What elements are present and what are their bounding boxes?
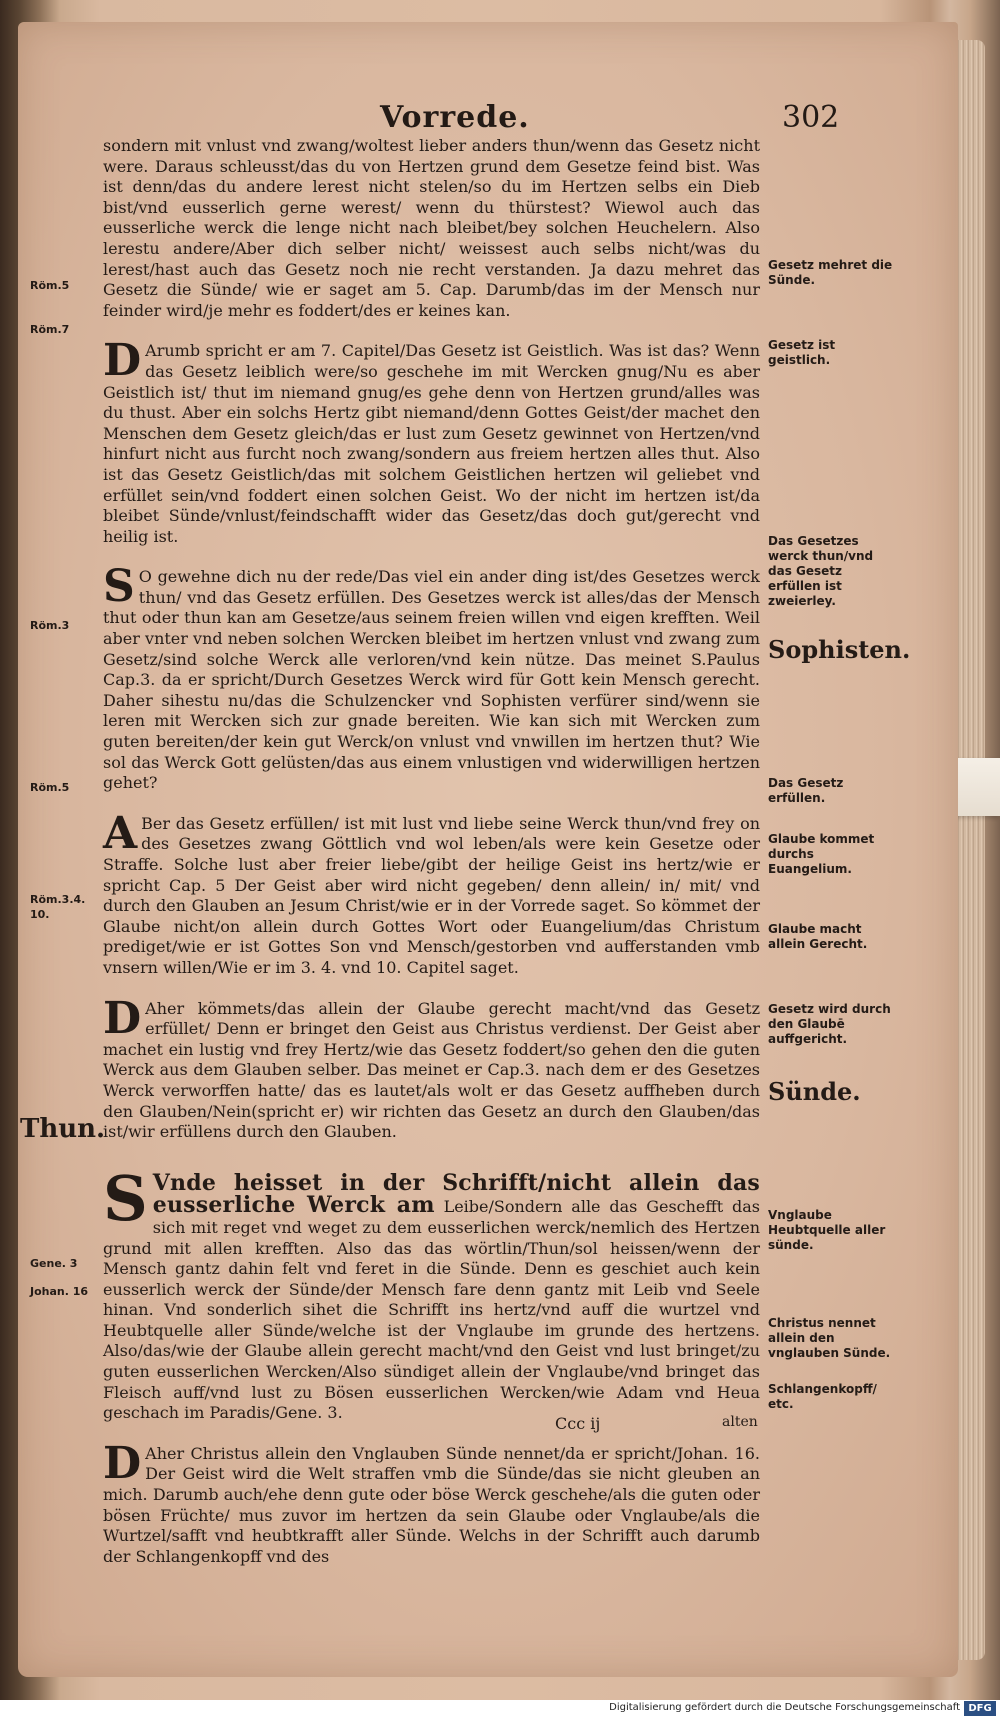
paragraph-4 — [103, 807, 760, 979]
margin-note-right-large: Sünde. — [768, 1077, 861, 1106]
paragraph-text: Aher Christus allein den Vnglauben Sünde nennet/da er spricht/Johan. 16. Der Geist wird die Welt straffen vmb die Sünde/das sie nicht gleuben an mich. Darumb auch/ehe denn gute oder böse Werck geschehe/als die guten oder bösen Früchte/ mus zuvor im hertzen da sein Glaube oder Vnglaube/als die Wurtzel/safft vnd heubtkrafft aller Sünde. Welchs in der Schrifft auch darumb der Schlangenkopff vnd des — [103, 1443, 760, 1566]
margin-note-right: Gesetz mehret die Sünde. — [768, 258, 893, 287]
margin-note-left: Johan. 16 — [30, 1285, 89, 1298]
paragraph-5 — [103, 992, 760, 1143]
initial-letter: D — [103, 1437, 142, 1489]
margin-note-right: Vnglaube Heubtquelle aller sünde. — [768, 1208, 886, 1252]
running-title: Vorrede. — [380, 100, 530, 135]
paragraph-text: Aher kömmets/das allein der Glaube gerecht macht/vnd das Gesetz erfüllet/ Denn er bringet den Geist aus Christus verdienst. Der Geist aber machet ein lustig vnd frey Hertz/wie das Gesetz foddert/so gehen den die guten Werck aus dem Glauben selber. Das meinet er Cap.3. nach dem er des Gesetzes Werck verworffen hatte/ das es lautet/als wolt er das Gesetz auffheben durch den Glauben/Nein(spricht er) wir richten das Gesetz an durch den Glauben/das ist/wir erfüllens durch den Glauben. — [103, 998, 760, 1142]
margin-note-left: Röm.5 — [30, 781, 70, 794]
margin-note-left-large: Thun. — [20, 1114, 106, 1144]
initial-letter: A — [103, 807, 138, 859]
paragraph-text: Arumb spricht er am 7. Capitel/Das Gesetz ist Geistlich. Was ist das? Wenn das Gesetz leiblich were/so geschehe im mit Wercken gnug/Nu es aber Geistlich ist/ thut im niemand gnug/es gehe denn von Hertzen grund/alles was du thust. Aber ein solchs Hertz gibt niemand/denn Gottes Geist/der machet den Menschen dem Gesetz gleich/das er lust zum Gesetz gewinnet von Hertzen/vnd hinfurt nicht aus furcht noch zwang/sondern aus freiem hertzen alles thut. Also ist das Gesetz Geistlich/das mit solchem Geistlichen hertzen wil geliebet vnd erfüllet sein/vnd foddert einen solchen Geist. Wo der nicht im hertzen ist/da bleibet Sünde/vnlust/feindschafft wider das Gesetz/das doch gut/gerecht vnd heilig ist. — [103, 341, 760, 546]
digitization-footer — [0, 1700, 1000, 1719]
paragraph-3 — [103, 561, 760, 794]
margin-note-left: Röm.3.4. 10. — [30, 893, 86, 921]
margin-note-left: Röm.5 — [30, 279, 70, 292]
margin-note-right: Das Gesetz erfüllen. — [768, 776, 844, 805]
folio-number: 302 — [782, 100, 840, 135]
margin-note-right: Das Gesetzes werck thun/vnd das Gesetz erfüllen ist zweierley. — [768, 534, 874, 608]
paragraph-lead-line: Vnde heisset in der Schrifft/nicht allein das eusserliche Werck am — [152, 1169, 760, 1219]
margin-note-right: Glaube macht allein Gerecht. — [768, 922, 868, 951]
paragraph-6 — [103, 1161, 761, 1424]
paragraph-2 — [103, 335, 760, 547]
margin-note-right: Gesetz ist geistlich. — [768, 338, 836, 367]
initial-letter-large: S — [103, 1161, 148, 1235]
book-page-edges — [955, 40, 985, 1660]
margin-note-left: Röm.7 — [30, 323, 70, 336]
dfg-logo: DFG — [964, 1701, 996, 1716]
initial-letter: D — [103, 992, 142, 1044]
margin-note-right-large: Sophisten. — [768, 635, 911, 664]
paragraph-7 — [103, 1437, 760, 1568]
margin-note-right: Gesetz wird durch den Glaubē auffgericht. — [768, 1002, 891, 1046]
initial-letter: D — [103, 335, 142, 387]
paragraph-1: sondern mit vnlust vnd zwang/woltest lieber anders thun/wenn das Gesetz nicht were. Daraus schleusst/das du von Hertzen grund dem Gesetze feind bist. Was ist denn/das du andere lerest nicht stelen/so du im Hertzen selbs ein Dieb bist/vnd eusserlich gerne werest/ wenn du thürstest? Wiewol auch das eusserliche werck die lenge nicht nach bleibet/bey solchen Heuchelern. Also lerestu andere/Aber dich selber nicht/ weissest auch selbs nicht/was du lerest/hast auch das Gesetz noch nie recht verstanden. Ja dazu mehret das Gesetz die Sünde/ wie er saget am 5. Cap. Darumb/das im der Mensch nur feinder wird/je mehr es foddert/des er keines kan. — [103, 136, 760, 320]
margin-note-left: Gene. 3 — [30, 1257, 78, 1270]
margin-note-right: Schlangenkopff/ etc. — [768, 1382, 877, 1411]
paragraph-text: Leibe/Sondern alle das Geschefft das sich mit reget vnd weget zu dem eusserlichen werck/nemlich des Hertzen grund mit allen krefften. Also das das wörtlin/Thun/sol heissen/wenn der Mensch gantz dahin felt vnd feret in die Sünde. Denn es geschiet auch kein eusserlich werck der Sünde/der Mensch fare denn gantz mit Leib vnd Seele hinan. Vnd sonderlich sihet die Schrifft ins hertz/vnd auff die wurtzel vnd Heubtquelle aller Sünde/welche ist der Vnglaube im grunde des hertzens. Also/das/wie der Glaube allein gerecht macht/vnd den Geist vnd lust bringet/zu guten eusserlichen Wercken/Also sündiget allein der Vnglaube/vnd bringet das Fleisch auff/vnd lust zu Bösen eusserlichen Wercken/wie Adam vnd Heua geschach im Paradis/Gene. 3. — [103, 1197, 761, 1423]
initial-letter: S — [103, 561, 135, 613]
funding-credit: Digitalisierung gefördert durch die Deutsche Forschungsgemeinschaft — [609, 1702, 960, 1713]
paragraph-text: Ber das Gesetz erfüllen/ ist mit lust vnd liebe seine Werck thun/vnd frey on des Gesetzes zwang Göttlich vnd wol leben/als were kein Gesetze oder Straffe. Solche lust aber freier liebe/gibt der heilige Geist ins hertz/wie er spricht Cap. 5 Der Geist aber wird nicht gegeben/ denn allein/ in/ mit/ vnd durch den Glauben an Jesum Christ/wie er in der Vorrede saget. So kömmet der Glaube nicht/on allein durch Gottes Wort oder Euangelium/das Christum prediget/wie er ist Gottes Son vnd Mensch/gestorben vnd aufferstanden vmb vnsern willen/Wie er im 3. 4. vnd 10. Capitel saget. — [103, 813, 760, 977]
signature-mark: Ccc ij — [555, 1414, 601, 1433]
margin-note-right: Christus nennet allein den vnglauben Sünde. — [768, 1316, 891, 1360]
catchword: alten — [722, 1414, 758, 1430]
margin-note-right: Glaube kommet durchs Euangelium. — [768, 832, 875, 876]
paragraph-text: O gewehne dich nu der rede/Das viel ein ander ding ist/des Gesetzes werck thun/ vnd das Gesetz erfüllen. Des Gesetzes werck ist alles/das der Mensch thut oder thun kan am Gesetze/aus seinem freien willen vnd eigen krefften. Weil aber vnter vnd neben solchen Wercken bleibet im hertzen vnlust vnd zwang zum Gesetz/sind solche Werck alle verloren/vnd kein nütze. Das meinet S.Paulus Cap.3. da er spricht/Durch Gesetzes Werck wird für Gott kein Mensch gerecht. Daher sihestu nu/das die Schulzencker vnd Sophisten verfürer sind/wenn sie leren mit Wercken sich zur gnade bereiten. Wie kan sich mit Wercken zum guten bereiten/der kein gut Werck/on vnlust vnd vnwillen im hertzen thut? Wie sol das Werck Gott gelüsten/das aus einem vnlustigen vnd widerwilligen hertzen gehet? — [103, 567, 760, 793]
main-text-column — [103, 136, 760, 1587]
margin-note-left: Röm.3 — [30, 619, 70, 632]
